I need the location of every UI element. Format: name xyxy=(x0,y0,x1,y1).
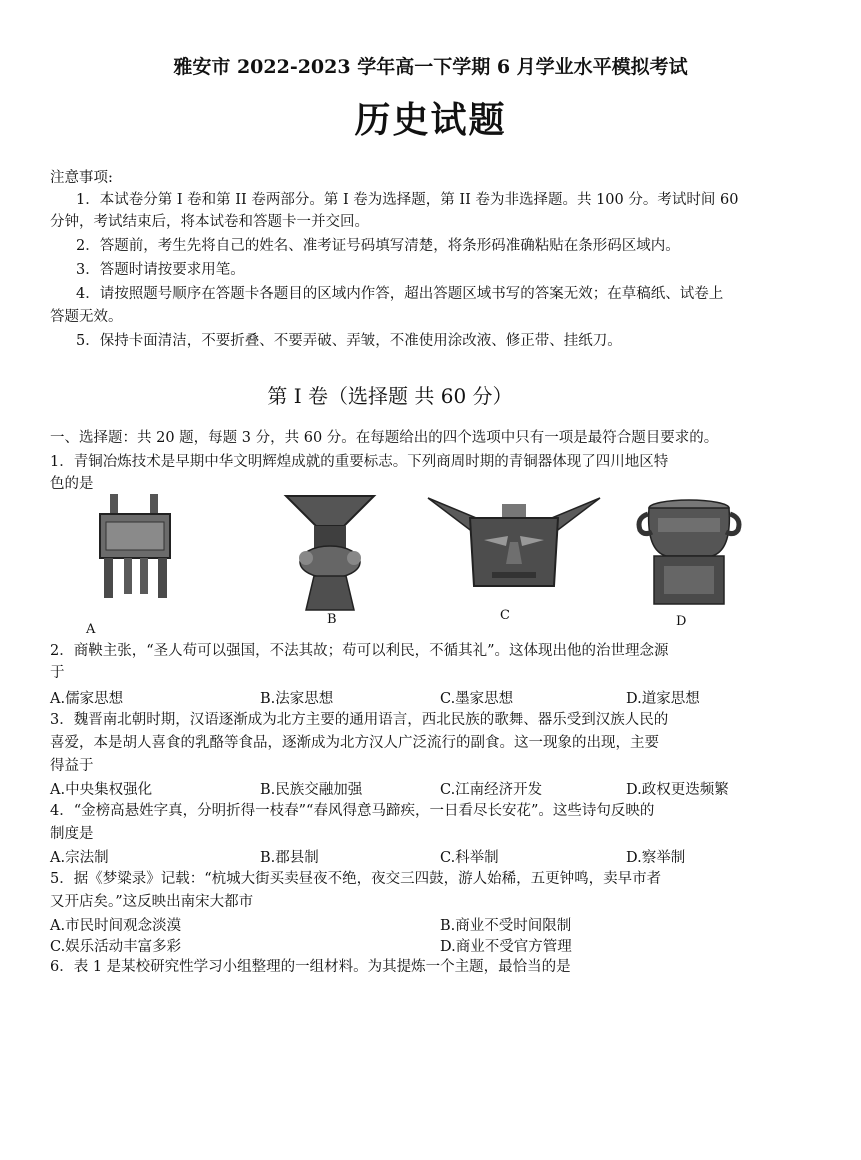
q2-option-c[interactable]: C.墨家思想 xyxy=(440,691,514,707)
notice-item-1-cont: 分钟，考试结束后，将本试卷和答题卡一并交回。 xyxy=(50,214,369,230)
notice-item-4-cont: 答题无效。 xyxy=(50,309,123,325)
option-label-b: B xyxy=(327,612,337,627)
question-3-text-cont: 喜爱，本是胡人喜食的乳酪等食品，逐渐成为北方汉人广泛流行的副食。这一现象的出现，主要 xyxy=(50,735,659,751)
q4-option-c[interactable]: C.科举制 xyxy=(440,850,499,866)
q3-option-b[interactable]: B.民族交融加强 xyxy=(260,782,363,798)
bronze-zun-image xyxy=(282,492,378,612)
section-title: 第 I 卷（选择题 共 60 分） xyxy=(267,384,513,408)
q2-option-d[interactable]: D.道家思想 xyxy=(626,691,700,707)
q5-option-a[interactable]: A.市民时间观念淡漠 xyxy=(50,918,182,934)
question-1-text: 1．青铜冶炼技术是早期中华文明辉煌成就的重要标志。下列商周时期的青铜器体现了四川地区特 xyxy=(50,454,669,470)
notice-item-1: 1．本试卷分第 I 卷和第 II 卷两部分。第 I 卷为选择题，第 II 卷为非选择题。共 100 分。考试时间 60 xyxy=(76,192,739,208)
option-label-c: C xyxy=(500,608,510,623)
question-3-text-cont2: 得益于 xyxy=(50,758,94,774)
question-5-text: 5．据《梦粱录》记载：“杭城大街买卖昼夜不绝，夜交三四鼓，游人始稀，五更钟鸣，卖早市者 xyxy=(50,871,662,887)
question-2-text-cont: 于 xyxy=(50,665,65,681)
question-4-text-cont: 制度是 xyxy=(50,826,94,842)
question-2-text: 2．商鞅主张，“圣人苟可以强国，不法其故；苟可以利民，不循其礼”。这体现出他的治世理念源 xyxy=(50,643,669,659)
q3-option-c[interactable]: C.江南经济开发 xyxy=(440,782,543,798)
bronze-gui-image xyxy=(636,496,742,608)
question-4-text: 4．“金榜高悬姓字真，分明折得一枝春”“春风得意马蹄疾，一日看尽长安花”。这些诗句反映的 xyxy=(50,803,655,819)
q3-option-d[interactable]: D.政权更迭频繁 xyxy=(626,782,729,798)
option-label-d: D xyxy=(676,614,687,629)
section-instructions: 一、选择题：共 20 题，每题 3 分，共 60 分。在每题给出的四个选项中只有一项是最符合题目要求的。 xyxy=(50,430,719,446)
q3-option-a[interactable]: A.中央集权强化 xyxy=(50,782,153,798)
question-5-text-cont: 又开店矣。”这反映出南宋大都市 xyxy=(50,894,254,910)
bronze-ding-image xyxy=(96,492,174,602)
q2-option-a[interactable]: A.儒家思想 xyxy=(50,691,124,707)
question-6-text: 6．表 1 是某校研究性学习小组整理的一组材料。为其提炼一个主题，最恰当的是 xyxy=(50,959,571,975)
option-label-a: A xyxy=(86,622,96,637)
q4-option-b[interactable]: B.郡县制 xyxy=(260,850,319,866)
exam-title: 历史试题 xyxy=(354,99,507,141)
q4-option-a[interactable]: A.宗法制 xyxy=(50,850,109,866)
q5-option-d[interactable]: D.商业不受官方管理 xyxy=(440,939,572,955)
notice-item-3: 3．答题时请按要求用笔。 xyxy=(76,262,245,278)
q5-option-c[interactable]: C.娱乐活动丰富多彩 xyxy=(50,939,182,955)
bronze-mask-image xyxy=(426,492,602,592)
notice-heading: 注意事项: xyxy=(50,170,113,186)
notice-item-5: 5．保持卡面清洁，不要折叠、不要弄破、弄皱，不准使用涂改液、修正带、挂纸刀。 xyxy=(76,333,622,349)
q2-option-b[interactable]: B.法家思想 xyxy=(260,691,334,707)
notice-item-2: 2．答题前，考生先将自己的姓名、准考证号码填写清楚，将条形码准确粘贴在条形码区域内。 xyxy=(76,238,680,254)
question-3-text: 3．魏晋南北朝时期，汉语逐渐成为北方主要的通用语言，西北民族的歌舞、器乐受到汉族人民的 xyxy=(50,712,669,728)
q5-option-b[interactable]: B.商业不受时间限制 xyxy=(440,918,572,934)
q4-option-d[interactable]: D.察举制 xyxy=(626,850,686,866)
exam-subtitle: 雅安市 2022-2023 学年高一下学期 6 月学业水平模拟考试 xyxy=(173,56,688,78)
notice-item-4: 4．请按照题号顺序在答题卡各题目的区域内作答，超出答题区域书写的答案无效；在草稿纸、试卷上 xyxy=(76,286,724,302)
question-1-text-cont: 色的是 xyxy=(50,476,94,492)
